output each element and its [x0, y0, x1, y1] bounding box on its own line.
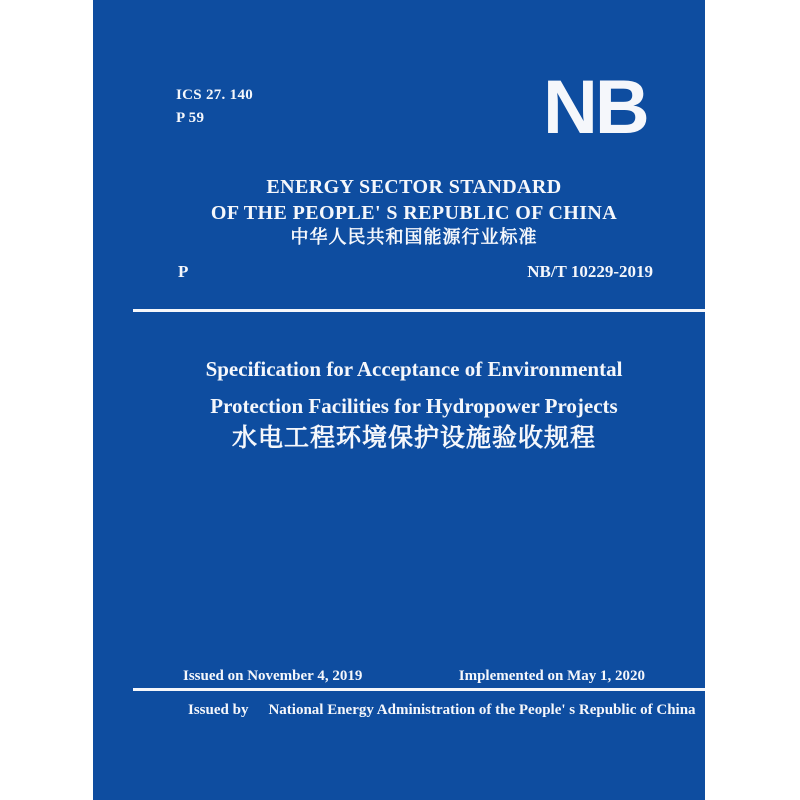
class-letter: P — [178, 262, 189, 281]
implemented-date: Implemented on May 1, 2020 — [458, 668, 645, 684]
bottom-divider-line — [133, 688, 705, 691]
org-name-english-line2: OF THE PEOPLE' S REPUBLIC OF CHINA — [210, 202, 618, 224]
top-divider-line — [133, 309, 705, 312]
nb-logo: NB — [543, 65, 647, 150]
issued-date: Issued on November 4, 2019 — [183, 668, 363, 684]
org-name-chinese: 中华人民共和国能源行业标准 — [290, 227, 538, 247]
title-chinese: 水电工程环境保护设施验收规程 — [231, 425, 596, 452]
doc-category-code: P 59 — [176, 110, 205, 126]
title-english-line1: Specification for Acceptance of Environmental — [205, 357, 623, 381]
standard-number: NB/T 10229-2019 — [527, 262, 653, 281]
ics-code: ICS 27. 140 — [176, 87, 254, 103]
org-name-english-line1: ENERGY SECTOR STANDARD — [266, 176, 562, 198]
ics-classification-block — [176, 84, 253, 130]
standard-cover-panel — [93, 0, 705, 800]
standard-code-row — [93, 263, 705, 280]
dates-row — [93, 669, 705, 684]
issued-by-label: Issued by — [188, 702, 249, 718]
title-english-line2: Protection Facilities for Hydropower Projects — [210, 394, 618, 418]
issued-by-value: National Energy Administration of the People' s Republic of China — [268, 702, 696, 718]
issuer-row — [93, 701, 705, 719]
